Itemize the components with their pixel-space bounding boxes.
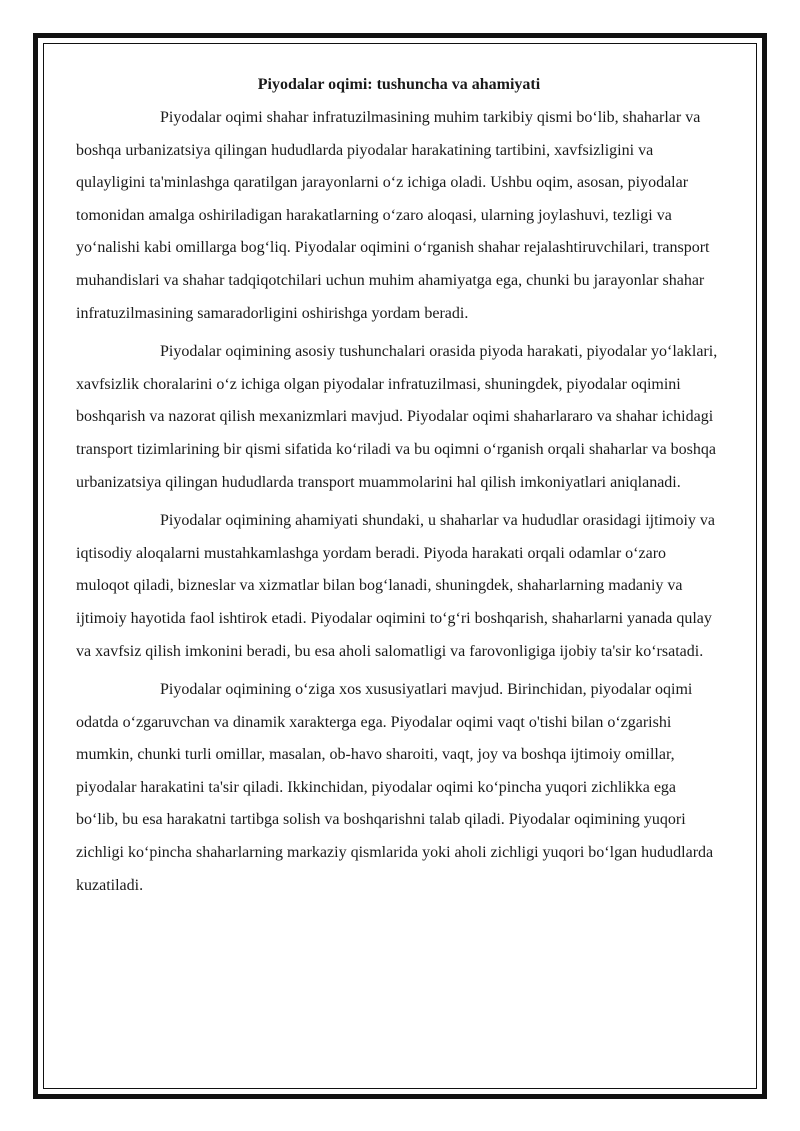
paragraph-3: Piyodalar oqimining ahamiyati shundaki, u shaharlar va hududlar orasidagi ijtimoiy va iqtisodiy aloqalarni mustahkamlashga yordam beradi. Piyoda harakati orqali odamlar o‘zaro muloqot qiladi, bizneslar va xizmatlar bilan bog‘lanadi, shuningdek, shaharlarning madaniy va ijtimoiy hayotida faol ishtirok etadi. Piyodalar oqimini to‘g‘ri boshqarish, shaharlarni yanada qulay va xavfsiz qilish imkonini beradi, bu esa aholi salomatligi va farovonligiga ijobiy ta'sir ko‘rsatadi. <box>76 512 715 660</box>
paragraph-2: Piyodalar oqimining asosiy tushunchalari orasida piyoda harakati, piyodalar yo‘laklari, xavfsizlik choralarini o‘z ichiga olgan piyodalar infratuzilmasi, shuningdek, piyodalar oqimini boshqarish va nazorat qilish mexanizmlari mavjud. Piyodalar oqimi shaharlararo va shahar ichidagi transport tizimlarining bir qismi sifatida ko‘riladi va bu oqimni o‘rganish orqali shaharlar va boshqa urbanizatsiya qilingan hududlarda transport muammolarini hal qilish imkoniyatlari aniqlanadi. <box>76 343 718 491</box>
paragraph-4: Piyodalar oqimining o‘ziga xos xususiyatlari mavjud. Birinchidan, piyodalar oqimi odatda o‘zgaruvchan va dinamik xarakterga ega. Piyodalar oqimi vaqt o'tishi bilan o‘zgarishi mumkin, chunki turli omillar, masalan, ob-havo sharoiti, vaqt, joy va boshqa ijtimoiy omillar, piyodalar harakatini ta'sir qiladi. Ikkinchidan, piyodalar oqimi ko‘pincha yuqori zichlikka ega bo‘lib, bu esa harakatni tartibga solish va boshqarishni talab qiladi. Piyodalar oqimining yuqori zichligi ko‘pincha shaharlarning markaziy qismlarida yoki aholi zichligi yuqori bo‘lgan hududlarda kuzatiladi. <box>76 681 714 894</box>
document-body <box>76 72 722 908</box>
paragraph-1: Piyodalar oqimi shahar infratuzilmasining muhim tarkibiy qismi bo‘lib, shaharlar va boshqa urbanizatsiya qilingan hududlarda piyodalar harakatining tartibini, xavfsizligini va qulayligini ta'minlashga qaratilgan jarayonlarni o‘z ichiga oladi. Ushbu oqim, asosan, piyodalar tomonidan amalga oshiriladigan harakatlarning o‘zaro aloqasi, ularning joylashuvi, tezligi va yo‘nalishi kabi omillarga bog‘liq. Piyodalar oqimini o‘rganish shahar rejalashtiruvchilari, transport muhandislari va shahar tadqiqotchilari uchun muhim ahamiyatga ega, chunki bu jarayonlar shahar infratuzilmasining samaradorligini oshirishga yordam beradi. <box>76 109 710 322</box>
document-title: Piyodalar oqimi: tushuncha va ahamiyati <box>257 76 541 93</box>
